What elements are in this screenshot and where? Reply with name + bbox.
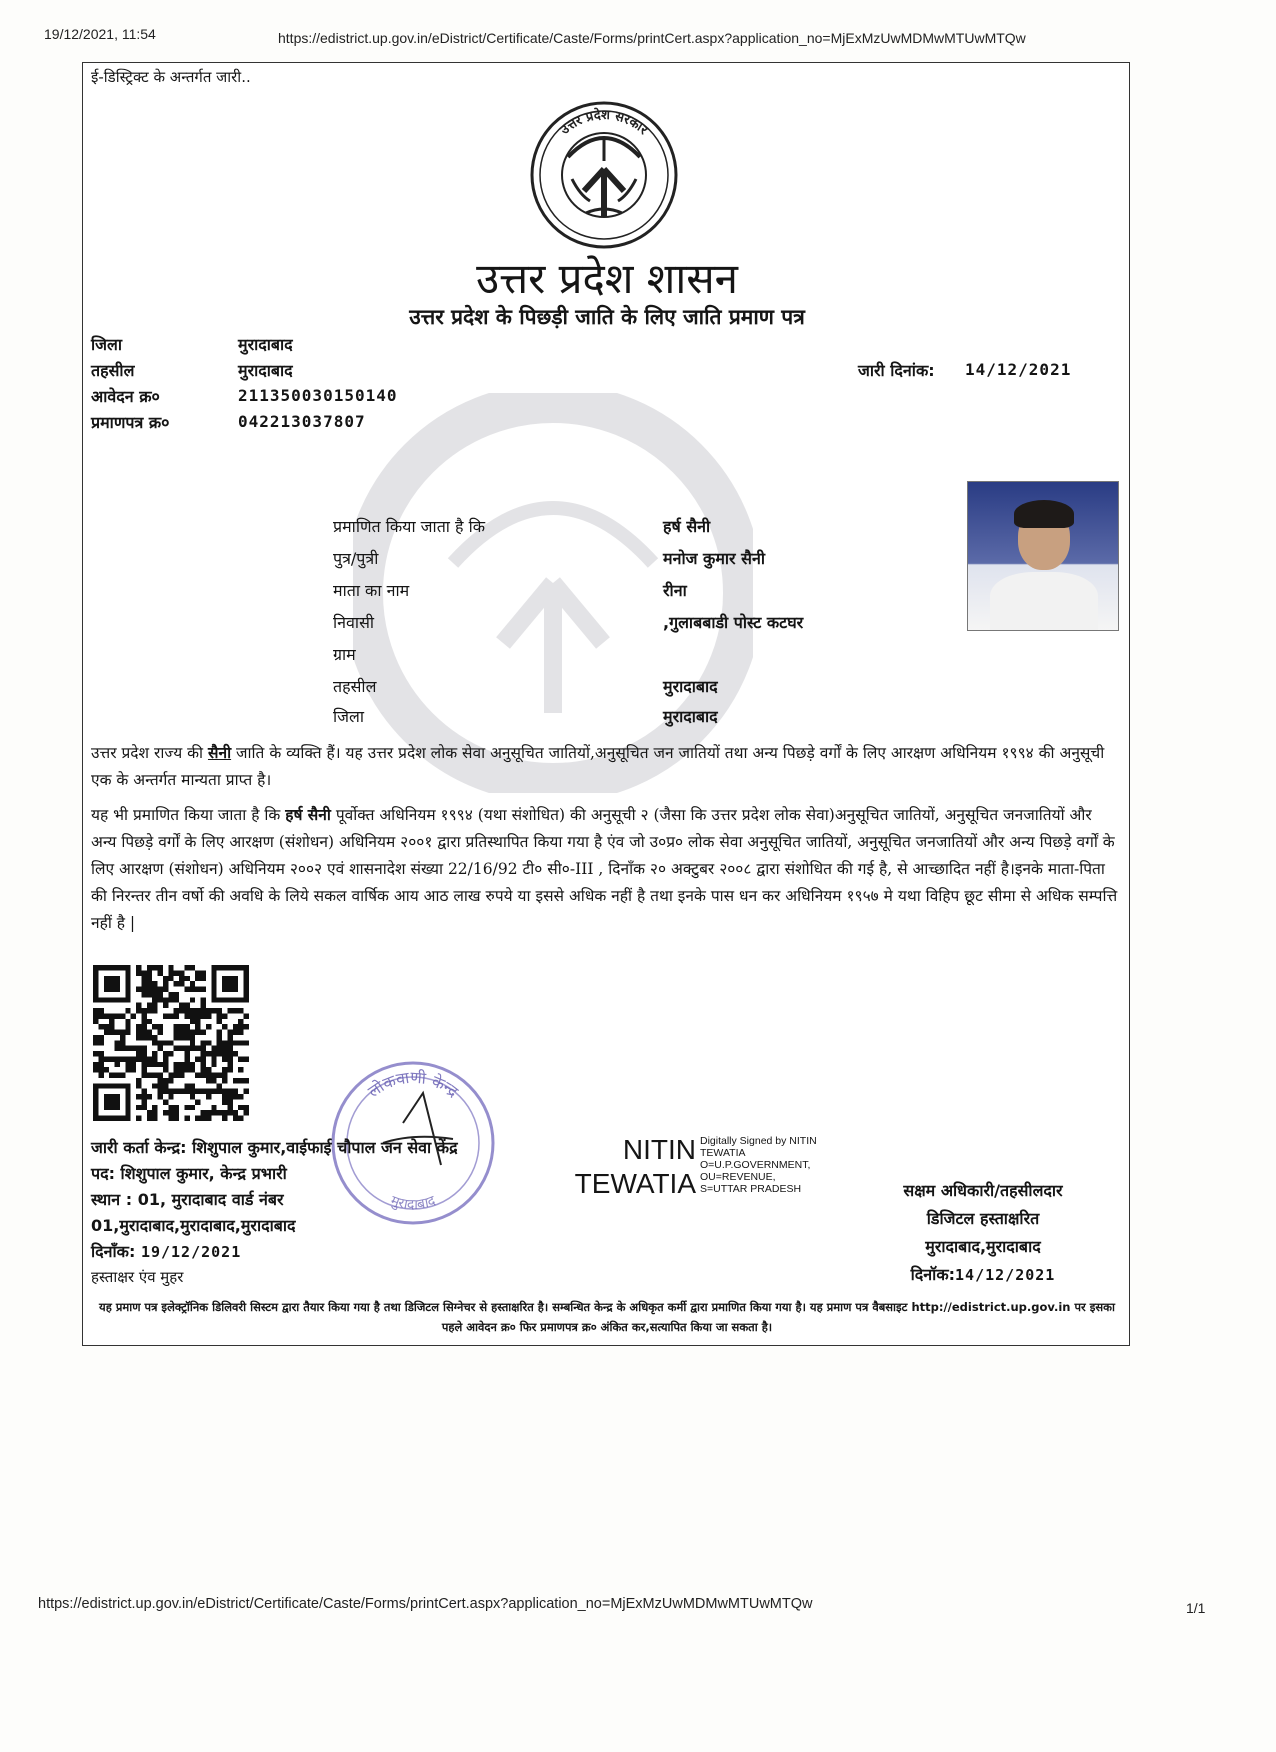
caste-paragraph (91, 739, 1121, 794)
issuer-place-1: स्थान : 01, मुरादाबाद वार्ड नंबर (91, 1190, 284, 1209)
para2-suffix: पूर्वोक्त अधिनियम १९९४ (यथा संशोधित) की अनुसूची २ (जैसा कि उत्तर प्रदेश लोक सेवा)अनुसूचित जातियों, अनुसूचित जनजातियों और अन्य पिछड़े वर्गों के लिए आरक्षण (संशोधन) अधिनियम २००१ द्वारा प्रतिस्थापित किया गया है एंव जो उ०प्र० लोक सेवा अनुसूचित जातियों, अनुसूचित जनजातियों और अन्य पिछड़े वर्गों के लिए आरक्षण (संशोधन) अधिनियम २००२ एवं शासनादेश संख्या 22/16/92 टी० सी०-III , दिनाँक २० अक्टुबर २००८ द्वारा संशोधित की गई है, से आच्छादित नहीं है।इनके माता-पिता की निरन्तर तीन वर्षो की अवधि के लिये सकल वार्षिक आय आठ लाख रुपये या इससे अधिक नहीं है तथा इनके पास धन कर अधिनियम १९५७ मे यथा विहिप छूट सीमा से अधिक सम्पत्ति नहीं है | (91, 806, 1118, 932)
authority-date-value: 14/12/2021 (955, 1266, 1056, 1284)
certificate-subtitle: उत्तर प्रदेश के पिछड़ी जाति के लिए जाति प्रमाण पत्र (409, 305, 805, 329)
detail-label: पुत्र/पुत्री (333, 549, 379, 568)
detail-row (333, 547, 1093, 579)
detail-label: निवासी (333, 613, 375, 632)
signer-last-name: TEWATIA (574, 1168, 696, 1199)
caste-name: सैनी (207, 743, 232, 762)
residence: ,गुलाबबाडी पोस्ट कटघर (663, 613, 804, 632)
verification-note: यह प्रमाण पत्र इलेक्ट्रॉनिक डिलिवरी सिस्टम द्वारा तैयार किया गया है तथा डिजिटल सिग्नेचर से हस्ताक्षरित है। सम्बन्धित केन्द्र के अधिकृत कर्मी द्वारा प्रमाणित किया गया है। यह प्रमाण पत्र वैबसाइट http://edistrict.up.gov.in पर इसका पहले आवेदन क्र० फिर प्रमाणपत्र क्र० अंकित कर,सत्यापित किया जा सकता है। (99, 1300, 1115, 1334)
district-label: जिला (91, 335, 123, 354)
tehsil-label: तहसील (91, 361, 135, 380)
certificate-no-value: 042213037807 (238, 412, 366, 431)
issued-under-note: ई-डिस्ट्रिक्ट के अन्तर्गत जारी.. (91, 68, 251, 86)
qr-code (93, 965, 249, 1121)
para1-suffix: जाति के व्यक्ति हैं। यह उत्तर प्रदेश लोक सेवा अनुसूचित जातियों,अनुसूचित जन जातियों तथा अन्य पिछड़े वर्गों के लिए आरक्षण अधिनियम १९९४ की अनुसूची एक के अन्तर्गत मान्यता प्राप्त है। (91, 744, 1105, 789)
emblem-text-arc (528, 99, 680, 251)
application-no-label: आवेदन क्र० (91, 387, 160, 406)
district-value: मुरादाबाद (238, 335, 293, 354)
svg-text:उत्तर प्रदेश सरकार: उत्तर प्रदेश सरकार (557, 107, 651, 138)
detail-row (333, 611, 1093, 643)
sign-seal-label: हस्ताक्षर एंव मुहर (91, 1268, 184, 1286)
income-paragraph (91, 801, 1121, 937)
certificate-no-label: प्रमाणपत्र क्र० (91, 413, 170, 432)
sig-line: Digitally Signed by NITIN (700, 1135, 817, 1147)
print-url: https://edistrict.up.gov.in/eDistrict/Certificate/Caste/Forms/printCert.aspx?application_no=MjExMzUwMDMwMTUwMTQw (278, 30, 1026, 46)
detail-row (333, 675, 1093, 707)
authority-place: मुरादाबाद,मुरादाबाद (925, 1237, 1041, 1256)
certificate-title: उत्तर प्रदेश शासन (476, 254, 738, 303)
authority-title: सक्षम अधिकारी/तहसीलदार (903, 1181, 1063, 1200)
sig-line: O=U.P.GOVERNMENT, (700, 1159, 811, 1171)
digital-signature-details (700, 1135, 817, 1195)
application-no-value: 211350030150140 (238, 386, 398, 405)
issuer-date-value: 19/12/2021 (140, 1243, 242, 1261)
issue-date-value: 14/12/2021 (965, 360, 1072, 379)
issuer-place-2: 01,मुरादाबाद,मुरादाबाद,मुरादाबाद (91, 1216, 296, 1235)
authority-date-label: दिनॉक: (910, 1265, 956, 1284)
digital-signer-name (571, 1133, 696, 1201)
issuer-center: जारी कर्ता केन्द्र: शिशुपाल कुमार,वाईफाई चौपाल जन सेवा केंद्र (91, 1138, 458, 1157)
para2-prefix: यह भी प्रमाणित किया जाता है कि (91, 806, 286, 824)
footer-page-number: 1/1 (1186, 1600, 1206, 1616)
issuer-date-label: दिनाँक: (91, 1242, 136, 1261)
detail-row (333, 643, 1093, 675)
applicant-name: हर्ष सैनी (663, 517, 711, 536)
issue-date-label: जारी दिनांक: (858, 361, 935, 380)
detail-label: प्रमाणित किया जाता है कि (333, 517, 486, 536)
sig-line: S=UTTAR PRADESH (700, 1183, 802, 1195)
parent-name: मनोज कुमार सैनी (663, 549, 765, 568)
detail-row (333, 579, 1093, 611)
detail-label: जिला (333, 707, 365, 726)
detail-tehsil: मुरादाबाद (663, 677, 718, 696)
sig-line: TEWATIA (700, 1147, 746, 1159)
certificate (82, 62, 1130, 1346)
detail-label: ग्राम (333, 645, 356, 664)
issuer-date (91, 1239, 241, 1265)
detail-district: मुरादाबाद (663, 707, 718, 726)
svg-text:लोकवाणी केन्द्र: लोकवाणी केन्द्र (364, 1067, 463, 1102)
authority-date (863, 1263, 1103, 1285)
issuer-post: पद: शिशुपाल कुमार, केन्द्र प्रभारी (91, 1164, 287, 1183)
para1-prefix: उत्तर प्रदेश राज्य की (91, 744, 208, 762)
svg-text:मुरादाबाद: मुरादाबाद (388, 1192, 438, 1214)
sig-line: OU=REVENUE, (700, 1171, 776, 1183)
signer-first-name: NITIN (622, 1134, 696, 1165)
print-datetime: 19/12/2021, 11:54 (44, 26, 156, 42)
detail-label: तहसील (333, 677, 377, 696)
detail-row (333, 705, 1093, 737)
tehsil-value: मुरादाबाद (238, 361, 293, 380)
para2-applicant-name: हर्ष सैनी (285, 805, 331, 824)
mother-name: रीना (663, 581, 687, 600)
detail-row (333, 515, 1093, 547)
authority-signed: डिजिटल हस्ताक्षरित (926, 1209, 1040, 1228)
footer-url: https://edistrict.up.gov.in/eDistrict/Certificate/Caste/Forms/printCert.aspx?application_no=MjExMzUwMDMwMTUwMTQw (38, 1596, 813, 1612)
detail-label: माता का नाम (333, 581, 410, 600)
